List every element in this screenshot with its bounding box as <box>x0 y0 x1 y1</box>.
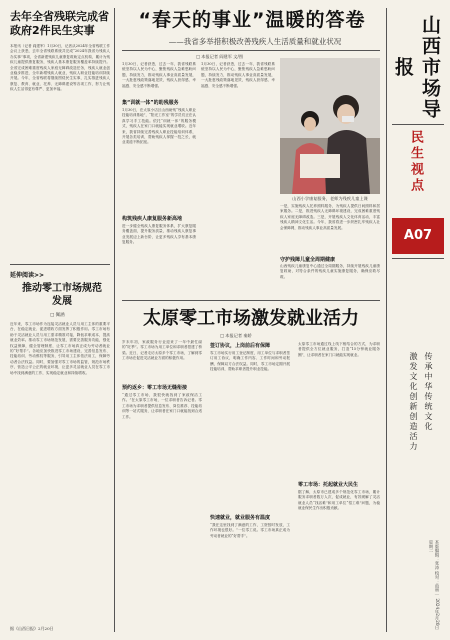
extension-label: 延伸阅读>> <box>10 272 45 279</box>
divider <box>10 264 110 265</box>
lead-body: 本报讯（记者 阎建军）1月30日，记者从2024年全省残联工作会议上获悉，去年全省残联系统共完成“2024年我省为残疾人办实事”事项，全省新建残疾儿童康复救助定点机构，累计为残疾儿童提供康复服务，残疾人基本康复服务覆盖率持续提升。全省完成困难重度残疾人家庭无障碍改造任务，残疾人就业创业稳步推进，全年新增残疾人就业，残疾人职业技能培训持续开展。今年，全省残联将继续围绕民生实事，扎实推进残疾人康复、教育、就业、托养、无障碍建设等各项工作，努力让残疾人生活得更有尊严、更加幸福。 <box>10 44 110 92</box>
masthead-divider-2 <box>392 258 444 259</box>
lower-col1-body2: “通过零工市场，我很快就找到了家政保洁工作。”在太原零工市场，一位求职者告诉记者。零工市场为求职者提供信息发布、岗位推荐、技能培训等一站式服务，让求职者在家门口就能找到合适工作。 <box>122 393 202 419</box>
lower-col3-body1: 太原零工市场通过线上线下相结合的方式，为求职者提供全方位就业服务，打造“15分钟就业服务圈”，让求职者在家门口就能实现就业。 <box>298 342 380 357</box>
commentary-body: 近年来，零工市场作为连接灵活就业人员与用工主体的重要平台，在稳定就业、促进增收方面发挥了积极作用。零工市场有助于灵活就业人员与用工需求精准对接，降低求职成本，提高就业效率。推动零工市场规范发展，需要完善服务功能，强化权益保障，健全管理制度，让零工市场真正成为劳动者就业的“好帮手”。各地应加快推进零工市场建设，完善信息发布、技能培训、劳动维权等服务，引导用工主体依法用工，保障劳动者合法权益。同时，要加强对零工市场的监管，规范市场秩序，营造公平公正的就业环境，让更多灵活就业人员在零工市场中找到满意的工作，实现稳定就业和持续增收。 <box>10 322 110 375</box>
training-body: 1月30日，在太原小店区山西助残“残疾人职业技能培训基地”，“阳光工作室”的学员们正在认真学习手工技能。依托“训就一体”的服务模式，残疾人在家门口就能实现就业增收。近年来，我省持续完善残疾人职业技能培训体系，开展各类培训，帮助残疾人掌握一技之长，就业渠道不断拓宽。 <box>122 108 196 145</box>
masthead-rule <box>386 8 387 632</box>
edition-info: 本版编辑：张涛 校对：苗丽 ｜ 2024年2月20日 星期二 <box>429 540 440 630</box>
intro-text: 1月30日，记者获悉，过去一年，我省残联系统坚持以人民为中心，聚焦残疾人急难愁盼问题，持续发力，推动残疾人事业高质量发展，一大批惠残政策落地见效，残疾人获得感、幸福感、安全感不断增强。 <box>122 62 196 88</box>
photo-illustration <box>280 58 380 194</box>
main-subheadline: ——我省多举措积极改善残疾人生活质量和就业状况 <box>168 37 342 46</box>
lower-col3-subhead: 零工市场：托起就业大民生 <box>298 482 359 488</box>
lower-col1-body: 岁末年初，家政服务行业迎来了一年中最忙碌的“旺季”。零工市场为用工单位和求职者搭建了桥梁。近日，记者走访太原多个零工市场，了解到零工市场在促进灵活就业方面的积极作用。 <box>122 340 202 361</box>
article-byline: □ 本报记者 阎建军 文/图 <box>196 54 244 59</box>
lower-headline: 太原零工市场激发就业活力 <box>143 308 359 329</box>
paper-name: 山西市场导报 <box>392 14 441 120</box>
lower-col2-body2: “我在这里找到了满意的工作，工资按时发放，工作环境也很好。”一位零工说。零工市场真正成为劳动者就业的“好帮手”。 <box>210 523 290 538</box>
classroom-photo <box>280 58 380 194</box>
lower-col3-body2: 据了解，太原市已建成多个规范化零工市场，累计服务求职者数万人次，促成就业，有效缓解了灵活就业人员“找活难”和用工单位“招工难”问题，为稳就业保民生作出积极贡献。 <box>298 490 380 511</box>
slogan-line-2: 激发文化创新创造活力 <box>409 352 418 452</box>
article-col2-body: 1月30日，记者获悉，过去一年，我省残联系统坚持以人民为中心，聚焦残疾人急难愁盼问题，持续发力，推动残疾人事业高质量发展，一大批惠残政策落地见效，残疾人获得感、幸福感、安全感不断增强。 <box>201 62 275 88</box>
lower-col2-body1: 零工市场实行用工登记制度，用工单位与求职者签订用工协议，明确工作内容、工作时间和劳动报酬，保障双方合法权益。同时，零工市场定期开展技能培训，帮助求职者提升职业技能。 <box>210 351 290 372</box>
lower-col1-subhead: 预约返乡：零工市场无缝衔接 <box>122 385 188 391</box>
lower-col2-subhead1: 签订协议，上岗前后有保障 <box>210 343 271 349</box>
commentary-byline: □ 佩涵 <box>50 313 65 318</box>
headline-rule <box>122 50 380 51</box>
lower-byline: □ 本报记者 秦娇 <box>220 333 252 338</box>
commentary-headline: 推动零工市场规范发展 <box>22 283 102 307</box>
main-headline: “春天的事业”温暖的答卷 <box>138 9 366 31</box>
page-number: A07 <box>392 218 444 254</box>
subhead-health: 守护残障儿童全周期健康 <box>280 257 336 263</box>
masthead-divider-1 <box>392 124 444 125</box>
rehab-body: 进一步健全残疾人康复服务体系，扩大康复服务覆盖面，提升服务质量，推动残疾人康复事业发展迈上新台阶，让更多残疾人享有基本康复服务。 <box>122 224 196 245</box>
photo-caption: 山西小学康复服务，老师为残疾儿童上课 <box>292 196 368 201</box>
right-col-body: 一是，实施残疾人托养照料服务，为残疾人提供日间照料和居家服务。二是，推进残疾人无障碍环境建设，完成困难重度残疾人家庭无障碍改造。三是，开展残疾人文化体育活动，丰富残疾人精神文化生活。今年，我省将进一步织密扎牢残疾人社会保障网，推动残疾人事业高质量发展。 <box>280 204 380 230</box>
column-rule <box>114 8 115 632</box>
section-divider <box>122 300 380 301</box>
lead-headline: 去年全省残联完成省政府2件民生实事 <box>10 10 109 37</box>
slogan-line-1: 传承中华传统文化 <box>424 352 433 432</box>
subhead-rehab: 构筑残疾人康复服务新高地 <box>122 216 183 222</box>
section-title: 民生视点 <box>408 130 423 194</box>
footer-note: 据《山西日报》2月20日 <box>10 626 54 631</box>
lower-col2-subhead2: 快速就业，就业服务有温度 <box>210 515 271 521</box>
health-body: 山西残疾儿童康复中心通过全周期服务，持续开展残疾儿童康复救助，对符合条件的残疾儿童实施康复服务，确保应救尽救。 <box>280 264 380 279</box>
subhead-training: 集“训就一体”的助残服务 <box>122 100 179 106</box>
